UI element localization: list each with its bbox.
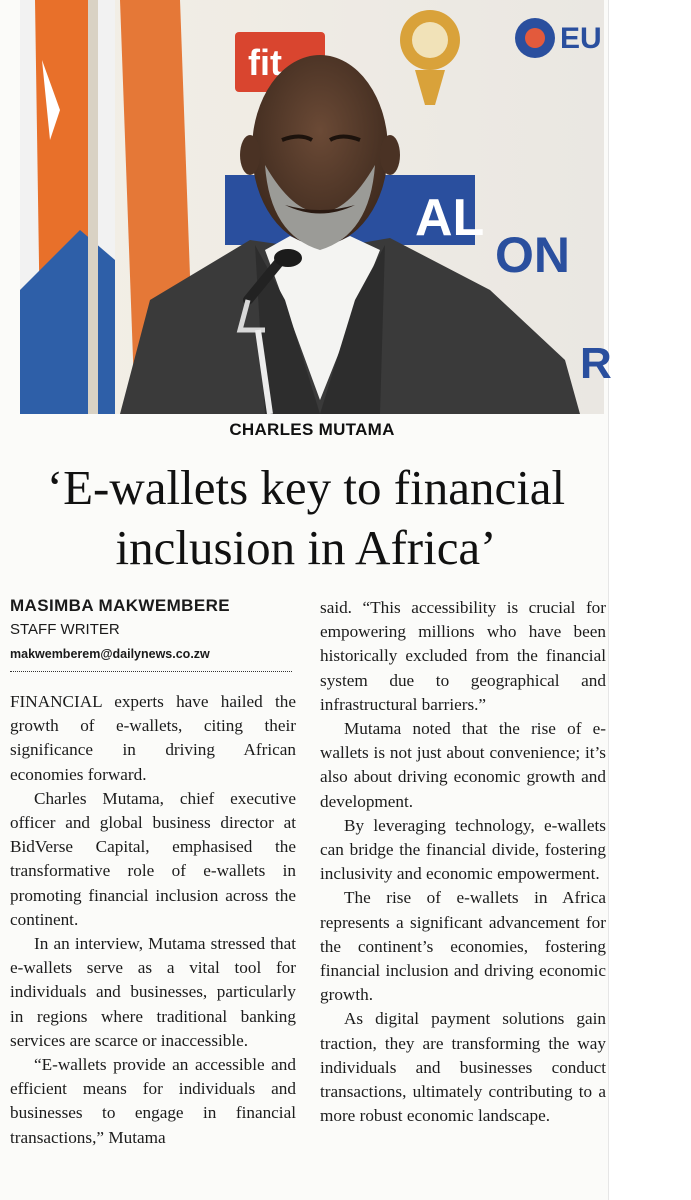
paragraph: By leveraging technology, e-wallets can bridge the financial divide, fostering inclusivity and economic empowerment. xyxy=(320,815,606,884)
backdrop-text-3: R xyxy=(580,339,612,388)
headline-line-1: ‘E-wallets key to financial xyxy=(46,460,566,515)
author-name: MASIMBA MAKWEMBERE xyxy=(10,596,230,615)
article-column-right xyxy=(320,596,606,1128)
paragraph: “E-wallets provide an accessible and efficient means for individuals and businesses to engage in financial transactions,” Mutama xyxy=(10,1055,296,1147)
backdrop-text-1: AL xyxy=(415,189,485,247)
paragraph: The rise of e-wallets in Africa represents a significant advancement for the continent’s economies, fostering financial inclusion and driving economic growth. xyxy=(320,888,606,1005)
byline xyxy=(10,596,296,672)
banner-sign-text: fit xyxy=(248,42,282,83)
paragraph: FINANCIAL experts have hailed the growth of e-wallets, citing their significance in driving African economies forward. xyxy=(10,692,296,784)
logo-text: EU xyxy=(560,22,602,55)
paragraph: Mutama noted that the rise of e-wallets is not just about convenience; it’s also about driving economic growth and development. xyxy=(320,719,606,811)
paragraph: Charles Mutama, chief executive officer and global business director at BidVerse Capital, emphasised the transformative role of e-wallets in promoting financial inclusion across the continent. xyxy=(10,788,296,929)
article-column-left xyxy=(10,690,296,1150)
paragraph: said. “This accessibility is crucial for empowering millions who have been historically excluded from the financial system due to geographical and infrastructural barriers.” xyxy=(320,598,606,714)
paragraph: As digital payment solutions gain traction, they are transforming the way individuals and businesses conduct transactions, ultimately contributing to a more robust economic landscape. xyxy=(320,1009,606,1126)
page-margin xyxy=(608,0,691,1200)
photo-caption: CHARLES MUTAMA xyxy=(229,420,395,439)
article-photo xyxy=(20,0,612,414)
backdrop-text-2: ON xyxy=(495,227,570,283)
author-email: makwemberem@dailynews.co.zw xyxy=(10,647,210,661)
headline xyxy=(6,458,606,578)
author-role: STAFF WRITER xyxy=(10,621,120,638)
paragraph: In an interview, Mutama stressed that e-wallets serve as a vital tool for individuals and businesses, particularly in regions where traditional banking services are scarce or inaccessible. xyxy=(10,934,296,1050)
headline-line-2: inclusion in Africa’ xyxy=(115,520,497,575)
byline-divider xyxy=(10,671,292,672)
